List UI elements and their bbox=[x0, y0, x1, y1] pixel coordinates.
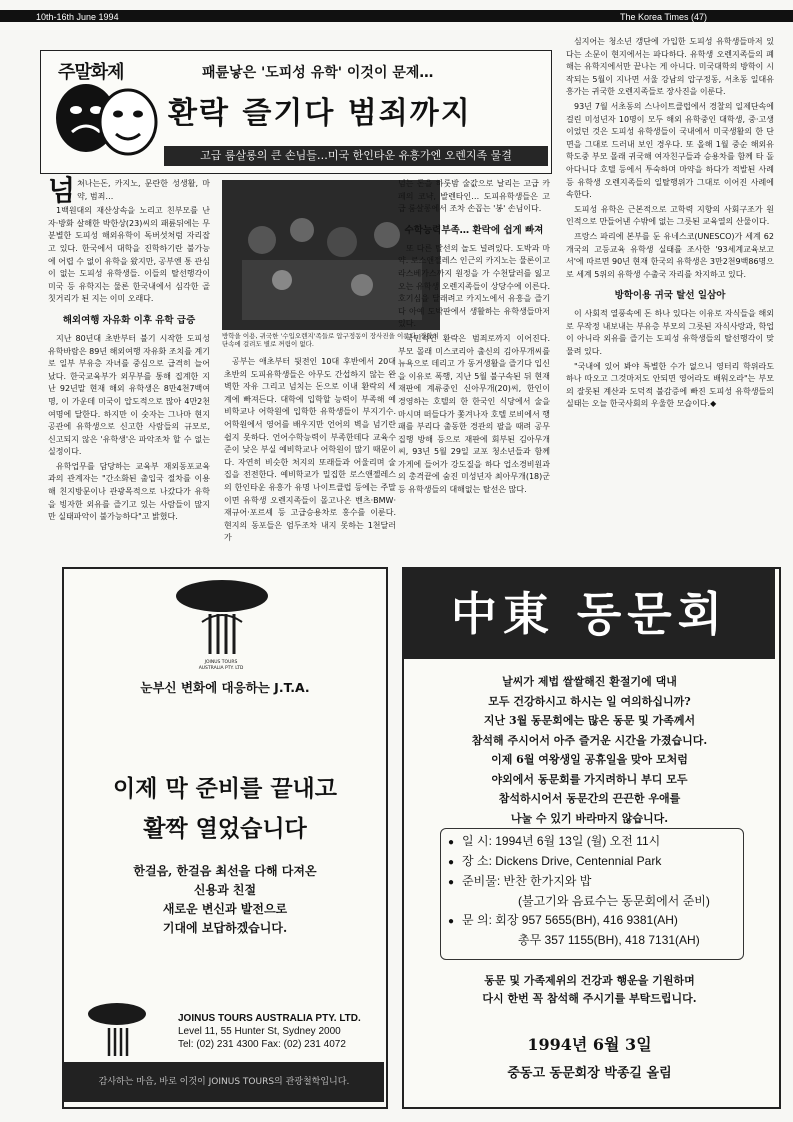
intro-line: 야외에서 동문회를 가지려하니 부디 모두 bbox=[491, 772, 688, 786]
ad-body bbox=[62, 862, 388, 938]
article-column-1 bbox=[48, 174, 210, 526]
article-column-3 bbox=[398, 178, 550, 499]
event-items bbox=[448, 872, 748, 892]
section-heading: 해외여행 자유화 이후 유학 급증 bbox=[62, 314, 196, 326]
paragraph: 프랑스 파리에 본부를 둔 유네스코(UNESCO)가 세계 62개국의 고등교육 유학생 실태를 조사한 '93세계교육보고서'에 따르면 90년 현재 한국의 유학생은 3만2천9백86명으로 세계 5위의 유학생 수출국 자리를 차지하고 있다. bbox=[566, 231, 774, 279]
closing-line: 동문 및 가족제위의 건강과 행운을 기원하며 bbox=[484, 974, 695, 987]
event-date bbox=[448, 832, 748, 852]
paragraph: 93년 7월 서초동의 스나이트클럽에서 경찰의 일제단속에 걸린 미성년자 10명이 모두 해외 유학중인 대학생, 중·고생이었던 것은 도피성 유학생들이 국내에서 미국생활의 한 단면을 그대로 드러내 보인 경우다. 또 올해 1월 중순 해외유학도중 부모 몰래 귀국해 여자친구들과 승용차를 함께 타 돌아다니다 호텔 등에서 투숙하며 마약을 하다가 적발된 사례 등 유학생 오렌지족들의 일탈행위가 그대로 이어진 사례에 속한다. bbox=[566, 101, 774, 200]
paper-name bbox=[620, 12, 707, 22]
section-heading: 수학능력부족… 환락에 쉽게 빠져 bbox=[404, 224, 544, 236]
info-label: 장 소: bbox=[462, 854, 492, 868]
company-address: Level 11, 55 Hunter St, Sydney 2000 bbox=[178, 1026, 341, 1037]
section-label: 주말화제 bbox=[58, 62, 124, 83]
section-heading: 방학이용 귀국 탈선 일삼아 bbox=[614, 290, 726, 302]
intro-line: 참석해 주시어서 아주 즐거운 시간을 가졌습니다. bbox=[471, 733, 708, 747]
paragraph: 또 다른 탈선의 놀도 널려있다. 도박과 마약. 로스앤젤레스 인근의 카지노는 물론이고 라스베가스까지 원정을 가 수천달러를 잃고 오는 유학생 오렌지족들이 상당수에 이른다. 호기심을 달래려고 카지노에서 유흥을 즐기다 아예 도박판에서 생활하는 유학생들마저 있다. bbox=[398, 243, 550, 329]
joinus-logo-icon bbox=[172, 578, 272, 660]
info-label: 준비물: bbox=[462, 874, 501, 888]
intro-line: 모두 건강하시고 하시는 일 여의하십니까? bbox=[488, 694, 691, 708]
event-info-list bbox=[448, 832, 748, 950]
theater-masks-icon bbox=[46, 80, 164, 162]
info-label: 문 의: bbox=[462, 913, 492, 927]
paragraph: "국내에 있어 봐야 특별한 수가 없으니 영터리 학위라도 하나 따오고 그것마저도 안되면 영어라도 배워오라"는 부모의 잘못된 계산과 도덕적 불감증에 빠진 도피성 유학생들의 실태는 오늘 한국사회의 우울한 모습이다.◆ bbox=[566, 361, 774, 409]
info-label: 일 시: bbox=[462, 834, 492, 848]
signature: 중동고 동문회장 박종길 올림 bbox=[507, 1066, 672, 1081]
info-value: 반찬 한가지와 밥 bbox=[503, 874, 592, 888]
paragraph: 넘는 돈을 하룻밤 술값으로 날리는 고급 카페의 코냑, 발렌타인… 도피유학생들은 고급 룸살롱에서 조차 손꼽는 '봉' 손님이다. bbox=[398, 179, 550, 214]
event-contact bbox=[448, 911, 748, 931]
event-contact-2: 총무 357 1155(BH), 418 7131(AH) bbox=[518, 933, 700, 947]
article-headline: 환락 즐기다 범죄까지 bbox=[168, 96, 472, 131]
article-kicker: 패륜낳은 '도피성 유학' 이것이 문제… bbox=[202, 65, 434, 81]
page-number: (47) bbox=[691, 12, 708, 22]
info-value: 1994년 6월 13일 (월) 오전 11시 bbox=[495, 834, 661, 848]
ad-tagline: 눈부신 변화에 대응하는 J.T.A. bbox=[140, 680, 310, 695]
info-value: Dickens Drive, Centennial Park bbox=[495, 854, 662, 868]
paragraph: 쳐나는돈, 카지노, 문란한 성생활, 마약, 범죄… bbox=[77, 179, 210, 201]
company-phone: Tel: (02) 231 4300 Fax: (02) 231 4072 bbox=[178, 1039, 346, 1050]
photo-caption: 방학을 이용, 귀국한 '수입오렌지'족들로 압구정동이 장사진을 이룬다. 경찰의 단속에 걸려도 별로 꺼림이 없다. bbox=[222, 332, 439, 348]
intro-line: 날씨가 제법 쌀쌀해진 환절기에 댁내 bbox=[502, 675, 677, 688]
intro-line: 이제 6월 여왕생일 공휴일을 맞아 모처럼 bbox=[491, 753, 688, 766]
ad-body-line: 신용과 친절 bbox=[193, 883, 257, 897]
article-column-4 bbox=[566, 36, 774, 413]
joinus-logo-small-icon bbox=[86, 1002, 148, 1060]
paragraph: 이 사회적 열풍속에 돈 하나 있다는 이유로 자식들을 해외로 무작정 내보내는 부유층 부모의 그릇된 자식사랑과, 학업이 아니라 외유를 즐기는 도피성 유학생들의 탈선행각이 맞물려 있다. bbox=[566, 309, 774, 357]
closing-line: 다시 한번 꼭 참석해 주시기를 부탁드립니다. bbox=[482, 992, 697, 1005]
alumni-banner: 中東 동문회 bbox=[404, 569, 775, 659]
paragraph: 도피성 유학은 근본적으로 고학력 지향의 사회구조가 원인적으로 만들어낸 수밖에 없는 그릇된 교육열의 산물이다. bbox=[566, 204, 774, 227]
ad-contact bbox=[178, 1012, 361, 1051]
intro-line: 나눌 수 있기 바라마지 않습니다. bbox=[510, 811, 669, 825]
paragraph: 유학업무를 담당하는 교육부 재외동포교육과의 관계자는 "간소화된 출입국 절차를 이용해 친지방문이나 관광목적으로 나갔다가 유학을 빙자한 외유를 즐기고 있는 사람들이 많지만 실태파악이 불가능하다"고 밝혔다. bbox=[48, 461, 210, 522]
article-column-2 bbox=[224, 356, 396, 547]
intro-line: 지난 3월 동문회에는 많은 동문 및 가족께서 bbox=[483, 714, 696, 727]
issue-date: 10th-16th June 1994 bbox=[36, 12, 119, 22]
paragraph: 국민적인 환락은 범죄로까지 이어진다. 부모 몰래 미스코리아 출신의 김아무개씨를 뉴욕으로 데리고 가 동거생활을 즐기다 입신을 이유로 폭행, 지난 5월 불구속된 뒤 현재 재판에 계류중인 신아무개(20)씨, 한인이 경영하는 호텔의 한 한국인 식당에서 술을 마시며 떠들다가 쫓겨나자 호텔 로비에서 행패를 부리다 출동한 경관의 팔을 때려 공무집행 방해 등으로 재판에 회부된 김아무개씨, 93년 5월 29일 교포 청소년들과 함께 가게에 들어가 강도질을 하다 업소경비원과의 총격끝에 숨진 미성년자 최아무개(18)군 등 유학생들의 대해없는 탈선은 많다. bbox=[398, 333, 550, 495]
joinus-logo-text: JOINUS TOURS AUSTRALIA PTY. LTD bbox=[198, 660, 244, 671]
ad-body-line: 새로운 변신과 발전으로 bbox=[162, 902, 288, 916]
article-subhead: 고급 룸살롱의 큰 손님들…미국 한인타운 유흥가엔 오렌지족 물결 bbox=[164, 146, 548, 166]
alumni-closing bbox=[404, 972, 775, 1008]
paragraph: 공부는 애초부터 뒷전인 10대 후반에서 20대 초반의 도피유학생들은 아무도 간섭하지 않는 완벽한 자유 그리고 넘치는 돈으로 이내 환락의 세계에 빠져든다. 대학에 입학할 능력이 부족해 예비학교나 어학원에 입학한 유학생들이 부지기수. 어학원에서 영어를 배우지만 언어의 벽을 넘기란 쉽지 못하다. 언어수학능력이 부족한데다 교육수준이 낮은 부실 예비학교나 어학원이 많기 때문이다. 자연히 비슷한 처지의 또래들과 어울리며 술집을 전전한다. 예비학교가 밀집한 로스앤젤레스의 한인타운 유흥가 유명 나이트클럽 등에는 주말이면 유학생 오렌지족들이 몰고나온 벤츠·BMW·재규어·포르셰 등 고급승용차로 홍수를 이룬다. 현지의 동포들은 엄두조차 내지 못하는 1천달러가 bbox=[224, 357, 396, 543]
event-items-note: (불고기와 음료수는 동문회에서 준비) bbox=[518, 894, 710, 908]
paper-title: The Korea Times bbox=[620, 12, 689, 22]
paragraph: 지난 80년대 초반부터 불기 시작한 도피성 유학바람은 89년 해외여행 자유화 조치를 계기로 일부 부유층 자녀를 중심으로 급격히 늘어났다. 한국교육부가 외무부를 통해 집계한 지난 92년말 현재 해외 유학생은 8만4천7백여명, 이 가운데 미국이 압도적으로 많아 4만2천여명에 달한다. 하지만 이 숫자는 그나마 현지 공관에 유학생으로 신고한 사람들의 규모로, 신고되지 않은 '유학생'은 파악조차 할 수 없는 실정이다. bbox=[48, 333, 210, 457]
ad-headline-1: 이제 막 준비를 끝내고 bbox=[113, 775, 337, 802]
ad-footer: 감사하는 마음, 바로 이것이 JOINUS TOURS의 관광철학입니다. bbox=[64, 1062, 384, 1102]
info-value: 회장 957 5655(BH), 416 9381(AH) bbox=[495, 913, 678, 927]
intro-line: 참석하시어서 동문간의 끈끈한 우애를 bbox=[498, 792, 681, 805]
sign-date: 1994년 6월 3일 bbox=[527, 1035, 652, 1054]
company-name: JOINUS TOURS AUSTRALIA PTY. LTD. bbox=[178, 1013, 361, 1024]
ad-headline-2: 활짝 열었습니다 bbox=[143, 815, 307, 842]
alumni-intro bbox=[404, 672, 775, 828]
paragraph: 심지어는 청소년 갱단에 가입한 도피성 유학생들마저 있다는 소문이 현지에서는 파다하다. 유학생 오렌지족들의 폐해는 유학지에서만 끝나는 게 아니다. 미국대학의 방학이 시작되는 5월이 지나면 서울 강남의 압구정동, 서초동 일대유흥가는 귀국한 오렌지족들로 장사진을 이룬다. bbox=[566, 37, 774, 97]
dropcap: 넘 bbox=[48, 174, 76, 207]
paragraph: 1백원대의 재산상속을 노리고 친부모를 난자·방화 살해한 박한상(23)씨의 패륜뒤에는 무분별한 도피성 해외유학이 독버섯처럼 자리잡고 있다. 한국에서 대학을 진학하기란 불가능에 어렵 수 없이 유학을 왔지만, 공부엔 통 관심이 없는 도피성 유학생들. 이들의 탈선행각이 미국 등 유학지는 물론 한국내에서 심각한 골칫거리가 된 지는 이미 오래다. bbox=[48, 206, 210, 304]
ad-body-line: 기대에 보답하겠습니다. bbox=[162, 921, 288, 935]
ad-body-line: 한걸음, 한걸음 최선을 다해 다져온 bbox=[133, 864, 317, 878]
event-place bbox=[448, 852, 748, 872]
